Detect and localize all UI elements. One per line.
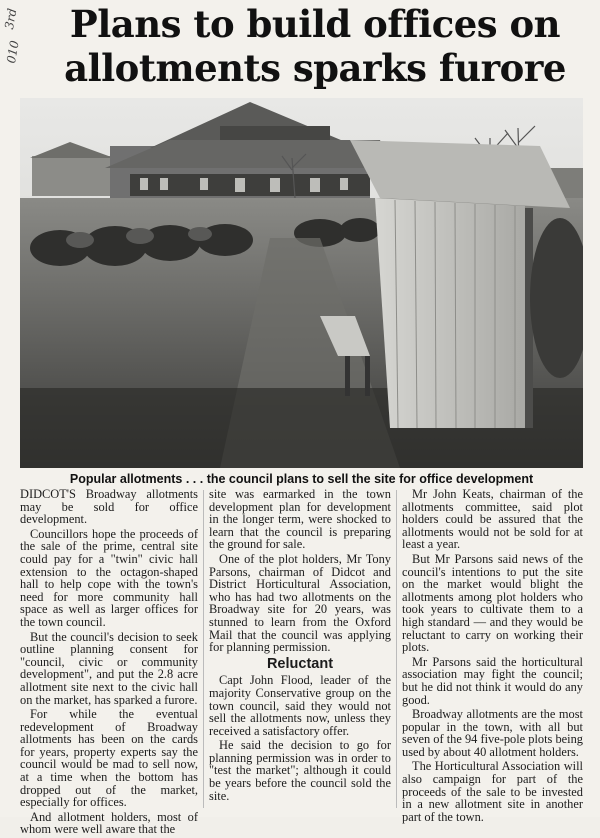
subheading: Reluctant [266, 655, 334, 672]
paragraph: For while the eventual redevelopment of Broadway allotments has been on the cards for years, property experts say the council would be mad to sell now, at a time when the bottom has dropped out of the market, especially for offices. [20, 707, 198, 810]
column-divider [203, 490, 204, 808]
allotment-photo [20, 98, 583, 468]
paragraph: Capt John Flood, leader of the majority Conservative group on the town council, said they would not sell the allotments now, unless they received a satisfactory offer. [209, 673, 391, 738]
article-column-2 [209, 488, 391, 804]
paragraph: The Horticultural Association will also campaign for part of the proceeds of the sale to be invested in a new allotment site in another part of the town. [402, 759, 583, 824]
paragraph: Mr John Keats, chairman of the allotments committee, said plot holders could be assured that the allotments would not be sold for at least a year. [402, 487, 583, 552]
article-column-3 [402, 488, 583, 825]
article-column-1 [20, 488, 198, 838]
paragraph: Mr Parsons said the horticultural association may fight the council; but he did not think it would do any good. [402, 654, 583, 707]
paragraph: Councillors hope the proceeds of the sale of the prime, central site could pay for a "twin" civic hall extension to the octagon-shaped hall to help cope with the town's need for more community hall space as well as larger offices for the town council. [20, 526, 198, 629]
paragraph: But Mr Parsons said news of the council's intentions to put the site on the market would blight the allotments among plot holders who took years to cultivate them to a high standard — and they would be reluctant to carry on working their plots. [402, 551, 583, 655]
paragraph: One of the plot holders, Mr Tony Parsons, chairman of Didcot and District Horticultural Association, who has had two allotments on the Broadway site for 20 years, was stunned to learn from the Oxford Mail that the council was applying for planning permission. [209, 551, 391, 655]
article-body [20, 487, 585, 837]
paragraph: He said the decision to go for planning permission was in order to "test the market"; although it could be years before the council sold the site. [209, 738, 391, 803]
photo-caption: Popular allotments . . . the council plans to sell the site for office development [69, 472, 534, 486]
handwritten-note: 3rd [2, 7, 20, 31]
allotment-photo-illustration [20, 98, 583, 468]
paragraph: Broadway allotments are the most popular in the town, with all but seven of the 94 five-pole plots being used by about 40 allotment holders. [402, 707, 583, 759]
headline: Plans to build offices on allotments sparks furore [64, 2, 566, 90]
paragraph: site was earmarked in the town development plan for development in the longer term, were shocked to learn that the council is preparing the ground for sale. [209, 487, 391, 552]
paragraph: And allotment holders, most of whom were well aware that the [20, 809, 198, 837]
paragraph: But the council's decision to seek outline planning consent for "council, civic or community development", and put the 2.8 acre allotment site next to the civic hall on the market, has sparked a furore. [20, 629, 198, 707]
paragraph: DIDCOT'S Broadway allotments may be sold for office development. [20, 487, 198, 527]
column-divider [396, 490, 397, 808]
handwritten-note-2: 010 [4, 39, 22, 65]
